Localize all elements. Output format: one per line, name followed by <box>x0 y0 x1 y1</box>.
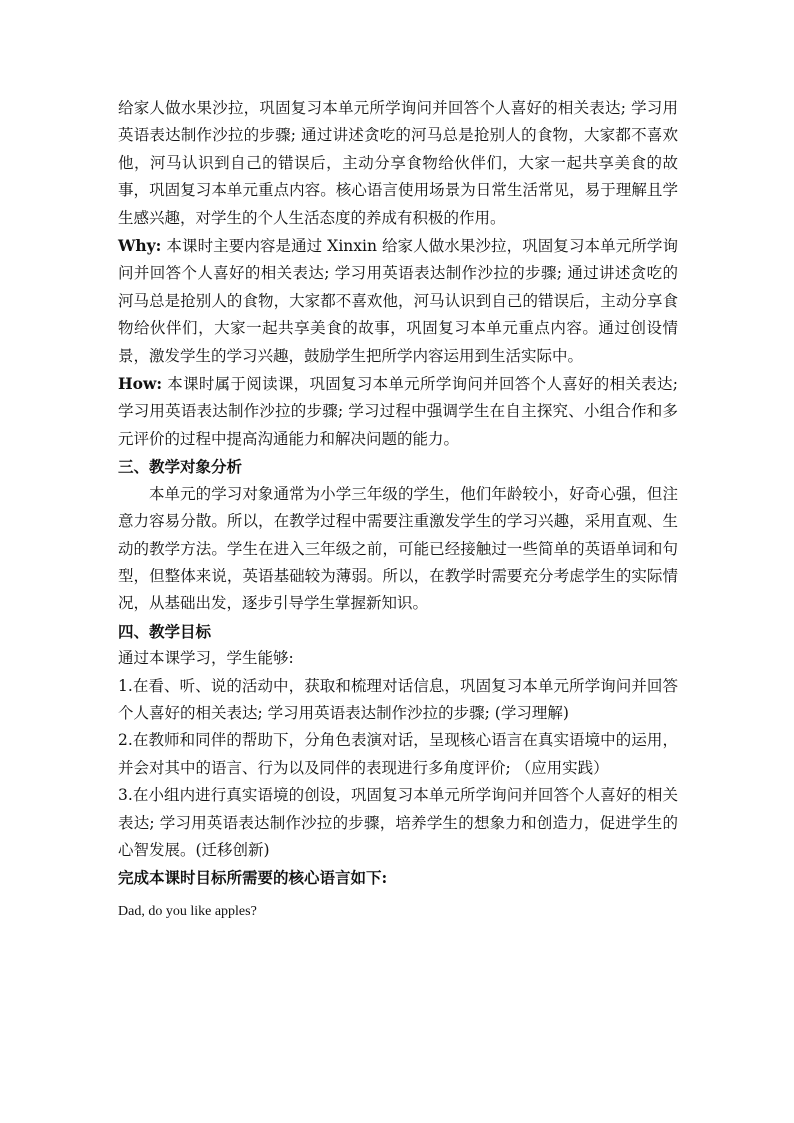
section4-intro: 通过本课学习，学生能够: <box>118 649 294 668</box>
why-text: 本课时主要内容是通过 Xinxin 给家人做水果沙拉，巩固复习本单元所学询问并回答个人喜好的相关表达; 学习用英语表达制作沙拉的步骤; 通过讲述贪吃的河马总是抢别人的食物，大家都不喜欢他，河马认识到自己的错误后，主动分享食物给伙伴们，大家一起共享美食的故事，巩固复习本单元重点内容。通过创设情景，激发学生的学习兴趣，鼓励学生把所学内容运用到生活实际中。 <box>118 237 678 365</box>
goal-3: 3.在小组内进行真实语境的创设，巩固复习本单元所学询问并回答个人喜好的相关表达; 学习用英语表达制作沙拉的步骤，培养学生的想象力和创造力，促进学生的心智发展。(迁移创新) <box>118 786 678 859</box>
how-text: 本课时属于阅读课，巩固复习本单元所学询问并回答个人喜好的相关表达; 学习用英语表达制作沙拉的步骤; 学习过程中强调学生在自主探究、小组合作和多元评价的过程中提高沟通能力和解决问题的能力。 <box>118 375 678 448</box>
section3-text: 本单元的学习对象通常为小学三年级的学生，他们年龄较小，好奇心强，但注意力容易分散。所以，在教学过程中需要注重激发学生的学习兴趣，采用直观、生动的教学方法。学生在进入三年级之前，可能已经接触过一些简单的英语单词和句型，但整体来说，英语基础较为薄弱。所以，在教学时需要充分考虑学生的实际情况，从基础出发，逐步引导学生掌握新知识。 <box>118 484 678 613</box>
section3-heading: 三、教学对象分析 <box>118 457 243 477</box>
section4-heading: 四、教学目标 <box>118 621 212 641</box>
core-language-line-1: Dad, do you like apples? <box>118 903 257 919</box>
document-page <box>118 95 678 925</box>
paragraph-how <box>118 370 678 453</box>
why-label: Why: <box>118 236 162 256</box>
paragraph-why <box>118 232 678 370</box>
goal-1: 1.在看、听、说的活动中，获取和梳理对话信息，巩固复习本单元所学询问并回答个人喜好的相关表达; 学习用英语表达制作沙拉的步骤; (学习理解) <box>118 676 678 722</box>
how-label: How: <box>118 374 163 394</box>
core-language-heading: 完成本课时目标所需要的核心语言如下: <box>118 868 388 888</box>
paragraph-intro: 给家人做水果沙拉，巩固复习本单元所学询问并回答个人喜好的相关表达; 学习用英语表达制作沙拉的步骤; 通过讲述贪吃的河马总是抢别人的食物，大家都不喜欢他，河马认识到自己的错误后，主动分享食物给伙伴们，大家一起共享美食的故事，巩固复习本单元重点内容。核心语言使用场景为日常生活常见，易于理解且学生感兴趣，对学生的个人生活态度的养成有积极的作用。 <box>118 99 678 227</box>
goal-2: 2.在教师和同伴的帮助下，分角色表演对话，呈现核心语言在真实语境中的运用，并会对其中的语言、行为以及同伴的表现进行多角度评价; （应用实践） <box>118 731 678 777</box>
